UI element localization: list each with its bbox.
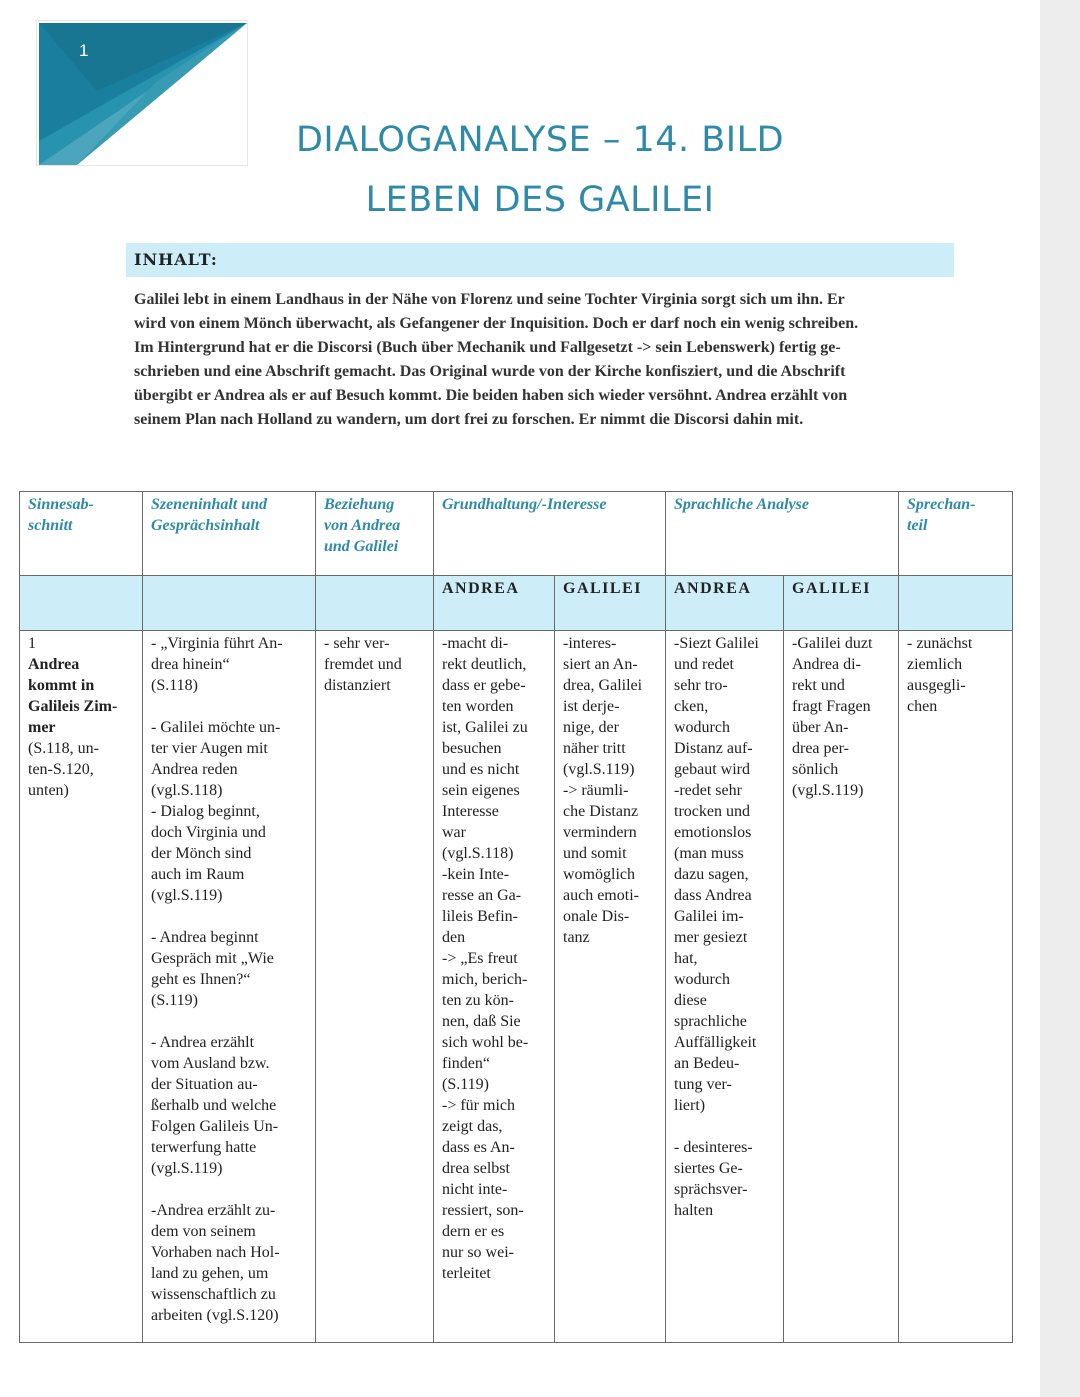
cell-line: -Siezt Galilei — [674, 635, 759, 652]
cell-line: sprächsver- — [674, 1181, 748, 1198]
cell-line: auch emoti- — [563, 887, 639, 904]
table-header-row — [20, 492, 1013, 576]
table-subheader-row — [20, 576, 1013, 631]
section-title-line: Galileis Zim- — [28, 698, 118, 715]
header-text: und Galilei — [324, 538, 399, 555]
paragraph-gap — [151, 1011, 307, 1032]
cell-line: rekt deutlich, — [442, 656, 527, 673]
cell-line: ter vier Augen mit — [151, 740, 268, 757]
cell-line: diese — [674, 992, 707, 1009]
paragraph-gap — [151, 906, 307, 927]
cell-line: Auffälligkeit — [674, 1034, 757, 1051]
cell-line: che Distanz — [563, 803, 639, 820]
cell-line: drea hinein“ — [151, 656, 230, 673]
cell-sprach-galilei — [784, 631, 899, 1343]
cell-line: -> „Es freut — [442, 950, 518, 967]
cell-line: nur so wei- — [442, 1244, 514, 1261]
cell-line: Andrea di- — [792, 656, 861, 673]
cell-line: mich, berich- — [442, 971, 528, 988]
cell-line: (S.119) — [151, 992, 198, 1009]
cell-line: Interesse — [442, 803, 499, 820]
cell-line: gebaut wird — [674, 761, 750, 778]
header-beziehung — [316, 492, 434, 576]
cell-line: ßerhalb und welche — [151, 1097, 277, 1114]
cell-line: siertes Ge- — [674, 1160, 743, 1177]
cell-line: womöglich — [563, 866, 635, 883]
cell-line: land zu gehen, um — [151, 1265, 269, 1282]
cell-szeneninhalt — [143, 631, 316, 1343]
header-szeneninhalt — [143, 492, 316, 576]
cell-sprechanteil — [899, 631, 1013, 1343]
header-text: Sprechan- — [907, 496, 976, 513]
cell-line: (S.119) — [442, 1076, 489, 1093]
cell-line: cken, — [674, 698, 709, 715]
cell-line: nicht inte- — [442, 1181, 508, 1198]
paragraph-gap — [674, 1116, 775, 1137]
cell-line: (vgl.S.119) — [151, 1160, 223, 1177]
cell-grund-andrea — [434, 631, 555, 1343]
cell-line: geht es Ihnen?“ — [151, 971, 251, 988]
cell-line: und redet — [674, 656, 734, 673]
cell-grund-galilei — [555, 631, 666, 1343]
cell-line: fragt Fragen — [792, 698, 871, 715]
cell-line: besuchen — [442, 740, 502, 757]
cell-line: siert an An- — [563, 656, 638, 673]
cell-line: (vgl.S.119) — [563, 761, 635, 778]
cell-line: -redet sehr — [674, 782, 742, 799]
section-number: 1 — [28, 635, 36, 652]
cell-line: wodurch — [674, 971, 730, 988]
cell-line: vom Ausland bzw. — [151, 1055, 270, 1072]
cell-line: Gespräch mit „Wie — [151, 950, 274, 967]
paragraph-gap — [151, 1179, 307, 1200]
cell-line: ten zu kön- — [442, 992, 514, 1009]
cell-line: dazu sagen, — [674, 866, 749, 883]
cell-line: resse an Ga- — [442, 887, 522, 904]
cell-line: -interes- — [563, 635, 617, 652]
cell-line: mer gesiezt — [674, 929, 748, 946]
section-ref-line: ten-S.120, — [28, 761, 94, 778]
cell-beziehung — [316, 631, 434, 1343]
cell-line: auch im Raum — [151, 866, 245, 883]
cell-line: arbeiten (vgl.S.120) — [151, 1307, 279, 1324]
inhalt-line: wird von einem Mönch überwacht, als Gefangener der Inquisition. Doch er darf noch ein wenig schreiben. — [134, 315, 859, 332]
cell-line: distanziert — [324, 677, 391, 694]
cell-line: (vgl.S.118) — [442, 845, 514, 862]
cell-line: sehr tro- — [674, 677, 728, 694]
header-text: Sprachliche Analyse — [674, 496, 809, 513]
cell-line: - desinteres- — [674, 1139, 753, 1156]
cell-line: zeigt das, — [442, 1118, 503, 1135]
cell-line: liert) — [674, 1097, 706, 1114]
page-subtitle: LEBEN DES GALILEI — [365, 180, 715, 220]
cell-line: wodurch — [674, 719, 730, 736]
section-ref-line: (S.118, un- — [28, 740, 99, 757]
sub-empty — [143, 576, 316, 631]
cell-line: (vgl.S.119) — [792, 782, 864, 799]
header-text: teil — [907, 517, 928, 534]
cell-line: über An- — [792, 719, 849, 736]
cell-line: fremdet und — [324, 656, 402, 673]
inhalt-line: seinem Plan nach Holland zu wandern, um dort frei zu forschen. Er nimmt die Discorsi dahin mit. — [134, 411, 804, 428]
cell-line: -> für mich — [442, 1097, 515, 1114]
sub-empty — [899, 576, 1013, 631]
cell-line: terleitet — [442, 1265, 491, 1282]
cell-line: den — [442, 929, 466, 946]
background-strip — [1040, 0, 1080, 1397]
cell-line: (vgl.S.118) — [151, 782, 223, 799]
cell-line: -macht di- — [442, 635, 509, 652]
cell-line: -Galilei duzt — [792, 635, 873, 652]
cell-line: Distanz auf- — [674, 740, 753, 757]
sub-empty — [316, 576, 434, 631]
cell-line: hat, — [674, 950, 698, 967]
cell-line: dass es An- — [442, 1139, 515, 1156]
cell-line: (S.118) — [151, 677, 198, 694]
cell-line: onale Dis- — [563, 908, 630, 925]
cell-line: dass er gebe- — [442, 677, 526, 694]
header-sprachliche-analyse — [666, 492, 899, 576]
cell-line: halten — [674, 1202, 714, 1219]
cell-line: war — [442, 824, 466, 841]
cell-line: - sehr ver- — [324, 635, 390, 652]
analysis-table — [19, 491, 1013, 1343]
cell-line: ressiert, son- — [442, 1202, 524, 1219]
page-number: 1 — [79, 41, 89, 60]
cell-line: tanz — [563, 929, 590, 946]
cell-line: an Bedeu- — [674, 1055, 740, 1072]
cell-line: (man muss — [674, 845, 744, 862]
header-text: Sinnesab- — [28, 496, 94, 513]
cell-line: wissenschaftlich zu — [151, 1286, 276, 1303]
header-text: schnitt — [28, 517, 73, 534]
cell-line: vermindern — [563, 824, 637, 841]
sub-grund-andrea: ANDREA — [434, 576, 555, 631]
cell-sprach-andrea — [666, 631, 784, 1343]
inhalt-heading: INHALT: — [126, 243, 954, 277]
cell-line: dass Andrea — [674, 887, 752, 904]
cell-sinnesabschnitt — [20, 631, 143, 1343]
header-sinnesabschnitt — [20, 492, 143, 576]
cell-line: sönlich — [792, 761, 839, 778]
cell-line: - Dialog beginnt, — [151, 803, 260, 820]
cell-line: rekt und — [792, 677, 845, 694]
cell-line: drea selbst — [442, 1160, 510, 1177]
cell-line: ausgegli- — [907, 677, 966, 694]
header-text: Grundhaltung/-Interesse — [442, 496, 607, 513]
header-text: Szeneninhalt und — [151, 496, 268, 513]
header-text: Beziehung — [324, 496, 395, 513]
inhalt-paragraph — [134, 288, 954, 432]
section-ref-line: unten) — [28, 782, 69, 799]
cell-line: nige, der — [563, 719, 619, 736]
sub-sprach-andrea: ANDREA — [666, 576, 784, 631]
cell-line: (vgl.S.119) — [151, 887, 223, 904]
header-text: Gesprächsinhalt — [151, 517, 260, 534]
cell-line: dern er es — [442, 1223, 505, 1240]
sub-empty — [20, 576, 143, 631]
cell-line: terwerfung hatte — [151, 1139, 257, 1156]
cell-line: - Andrea erzählt — [151, 1034, 255, 1051]
cell-line: Vorhaben nach Hol- — [151, 1244, 280, 1261]
cell-line: - „Virginia führt An- — [151, 635, 283, 652]
table-row — [20, 631, 1013, 1343]
cell-line: und es nicht — [442, 761, 520, 778]
cell-line: sein eigenes — [442, 782, 520, 799]
cell-line: -kein Inte- — [442, 866, 510, 883]
cell-line: emotionslos — [674, 824, 752, 841]
cell-line: ziemlich — [907, 656, 963, 673]
paragraph-gap — [151, 696, 307, 717]
inhalt-line: übergibt er Andrea als er auf Besuch kommt. Die beiden haben sich wieder versöhnt. Andrea erzählt von — [134, 387, 848, 404]
header-text: von Andrea — [324, 517, 401, 534]
sub-grund-galilei: GALILEI — [555, 576, 666, 631]
page-title: DIALOGANALYSE – 14. BILD — [295, 120, 785, 160]
cell-line: nen, daß Sie — [442, 1013, 521, 1030]
inhalt-line: Galilei lebt in einem Landhaus in der Nähe von Florenz und seine Tochter Virginia sorgt sich um ihn. Er — [134, 291, 845, 308]
header-grundhaltung — [434, 492, 666, 576]
cell-line: - Andrea beginnt — [151, 929, 259, 946]
cell-line: lileis Befin- — [442, 908, 518, 925]
cell-line: Andrea reden — [151, 761, 238, 778]
cell-line: sprachliche — [674, 1013, 747, 1030]
cell-line: drea per- — [792, 740, 849, 757]
header-sprechanteil — [899, 492, 1013, 576]
section-title-line: mer — [28, 719, 56, 736]
section-title-line: kommt in — [28, 677, 95, 694]
cell-line: und somit — [563, 845, 627, 862]
cell-line: -Andrea erzählt zu- — [151, 1202, 276, 1219]
inhalt-line: Im Hintergrund hat er die Discorsi (Buch über Mechanik und Fallgesetzt -> sein Lebenswerk) fertig ge- — [134, 339, 841, 356]
cell-line: drea, Galilei — [563, 677, 643, 694]
cell-line: näher tritt — [563, 740, 626, 757]
cell-line: finden“ — [442, 1055, 490, 1072]
cell-line: doch Virginia und — [151, 824, 266, 841]
inhalt-line: schrieben und eine Abschrift gemacht. Das Original wurde von der Kirche konfisziert, und die Abschrift — [134, 363, 846, 380]
cell-line: der Situation au- — [151, 1076, 258, 1093]
cell-line: - Galilei möchte un- — [151, 719, 281, 736]
cell-line: ten worden — [442, 698, 514, 715]
cell-line: ist derje- — [563, 698, 620, 715]
sub-sprach-galilei: GALILEI — [784, 576, 899, 631]
cell-line: trocken und — [674, 803, 750, 820]
cell-line: -> räumli- — [563, 782, 629, 799]
cell-line: sich wohl be- — [442, 1034, 529, 1051]
cell-line: Galilei im- — [674, 908, 744, 925]
cell-line: Folgen Galileis Un- — [151, 1118, 279, 1135]
cell-line: chen — [907, 698, 938, 715]
section-title-line: Andrea — [28, 656, 80, 673]
cell-line: ist, Galilei zu — [442, 719, 528, 736]
cell-line: - zunächst — [907, 635, 973, 652]
cell-line: der Mönch sind — [151, 845, 252, 862]
cell-line: dem von seinem — [151, 1223, 256, 1240]
cell-line: tung ver- — [674, 1076, 732, 1093]
